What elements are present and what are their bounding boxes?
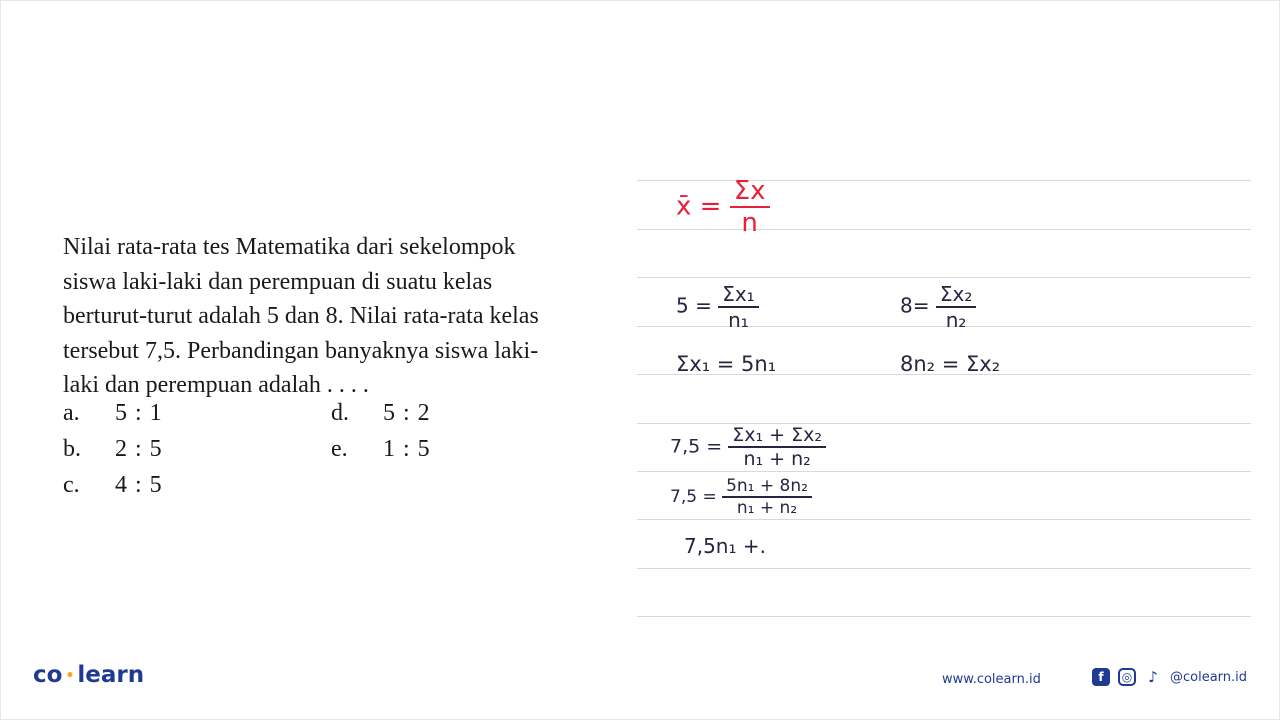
question-text (63, 230, 600, 403)
option-letter: a. (63, 400, 80, 426)
ruled-line (637, 519, 1251, 520)
option-letter: e. (331, 436, 348, 462)
equation-lhs: 5 = (676, 293, 712, 318)
ruled-line (637, 616, 1251, 617)
question-line: siswa laki-laki dan perempuan di suatu kelas (63, 268, 493, 295)
website-link[interactable]: www.colearn.id (942, 672, 1041, 687)
option-letter: c. (63, 472, 80, 498)
option-letter: b. (63, 436, 81, 462)
logo-text-learn: learn (77, 662, 145, 688)
option-a (63, 395, 163, 431)
fraction (718, 282, 759, 332)
option-e (331, 431, 431, 467)
option-ratio: 5 : 1 (115, 400, 163, 426)
social-handle[interactable]: @colearn.id (1170, 669, 1248, 685)
fraction-numerator: Σx₂ (939, 282, 973, 306)
equation-combined-mean (670, 424, 826, 470)
fraction (730, 176, 770, 238)
equation-lhs: 7,5 = (670, 487, 717, 507)
fraction-denominator: n (741, 208, 758, 238)
colearn-logo (33, 662, 144, 688)
equation-sum-girls: 8n₂ = Σx₂ (900, 352, 1001, 376)
ruled-line (637, 277, 1251, 278)
fraction (722, 476, 812, 518)
fraction-numerator: Σx₁ (722, 282, 755, 306)
option-ratio: 2 : 5 (115, 436, 163, 462)
mean-lhs: x̄ = (676, 191, 722, 222)
option-ratio: 5 : 2 (383, 400, 431, 426)
logo-text-co: co (33, 662, 63, 688)
social-links (1092, 668, 1247, 686)
equation-lhs: 8= (900, 293, 930, 318)
logo-dot: • (65, 667, 75, 684)
option-letter: d. (331, 400, 349, 426)
question-line: tersebut 7,5. Perbandingan banyaknya siswa laki- (63, 337, 539, 364)
facebook-icon[interactable]: f (1092, 668, 1110, 686)
ruled-line (637, 568, 1251, 569)
ruled-line (637, 471, 1251, 472)
fraction-numerator: Σx (733, 176, 766, 206)
fraction (936, 282, 977, 332)
fraction (728, 424, 826, 470)
fraction-denominator: n₁ + n₂ (736, 498, 798, 518)
instagram-icon[interactable]: ◎ (1118, 668, 1136, 686)
fraction-numerator: 5n₁ + 8n₂ (726, 476, 808, 496)
option-c (63, 467, 163, 503)
option-d (331, 395, 431, 431)
equation-substituted (670, 476, 812, 518)
equation-mean-girls (900, 282, 976, 332)
mean-formula (676, 176, 770, 238)
option-ratio: 4 : 5 (115, 472, 163, 498)
equation-mean-boys (676, 282, 759, 332)
equation-partial: 7,5n₁ +. (684, 534, 766, 558)
question-line: laki dan perempuan adalah . . . . (63, 372, 369, 398)
question-line: berturut-turut adalah 5 dan 8. Nilai rata-rata kelas (63, 303, 539, 329)
fraction-numerator: Σx₁ + Σx₂ (732, 424, 822, 446)
fraction-denominator: n₂ (945, 308, 967, 332)
equation-sum-boys: Σx₁ = 5n₁ (676, 352, 777, 376)
option-ratio: 1 : 5 (383, 436, 431, 462)
fraction-denominator: n₁ + n₂ (743, 448, 811, 470)
equation-lhs: 7,5 = (670, 435, 723, 458)
tiktok-icon[interactable]: ♪ (1148, 668, 1158, 686)
question-line: Nilai rata-rata tes Matematika dari sekelompok (63, 234, 516, 260)
fraction-denominator: n₁ (728, 308, 749, 332)
option-b (63, 431, 163, 467)
